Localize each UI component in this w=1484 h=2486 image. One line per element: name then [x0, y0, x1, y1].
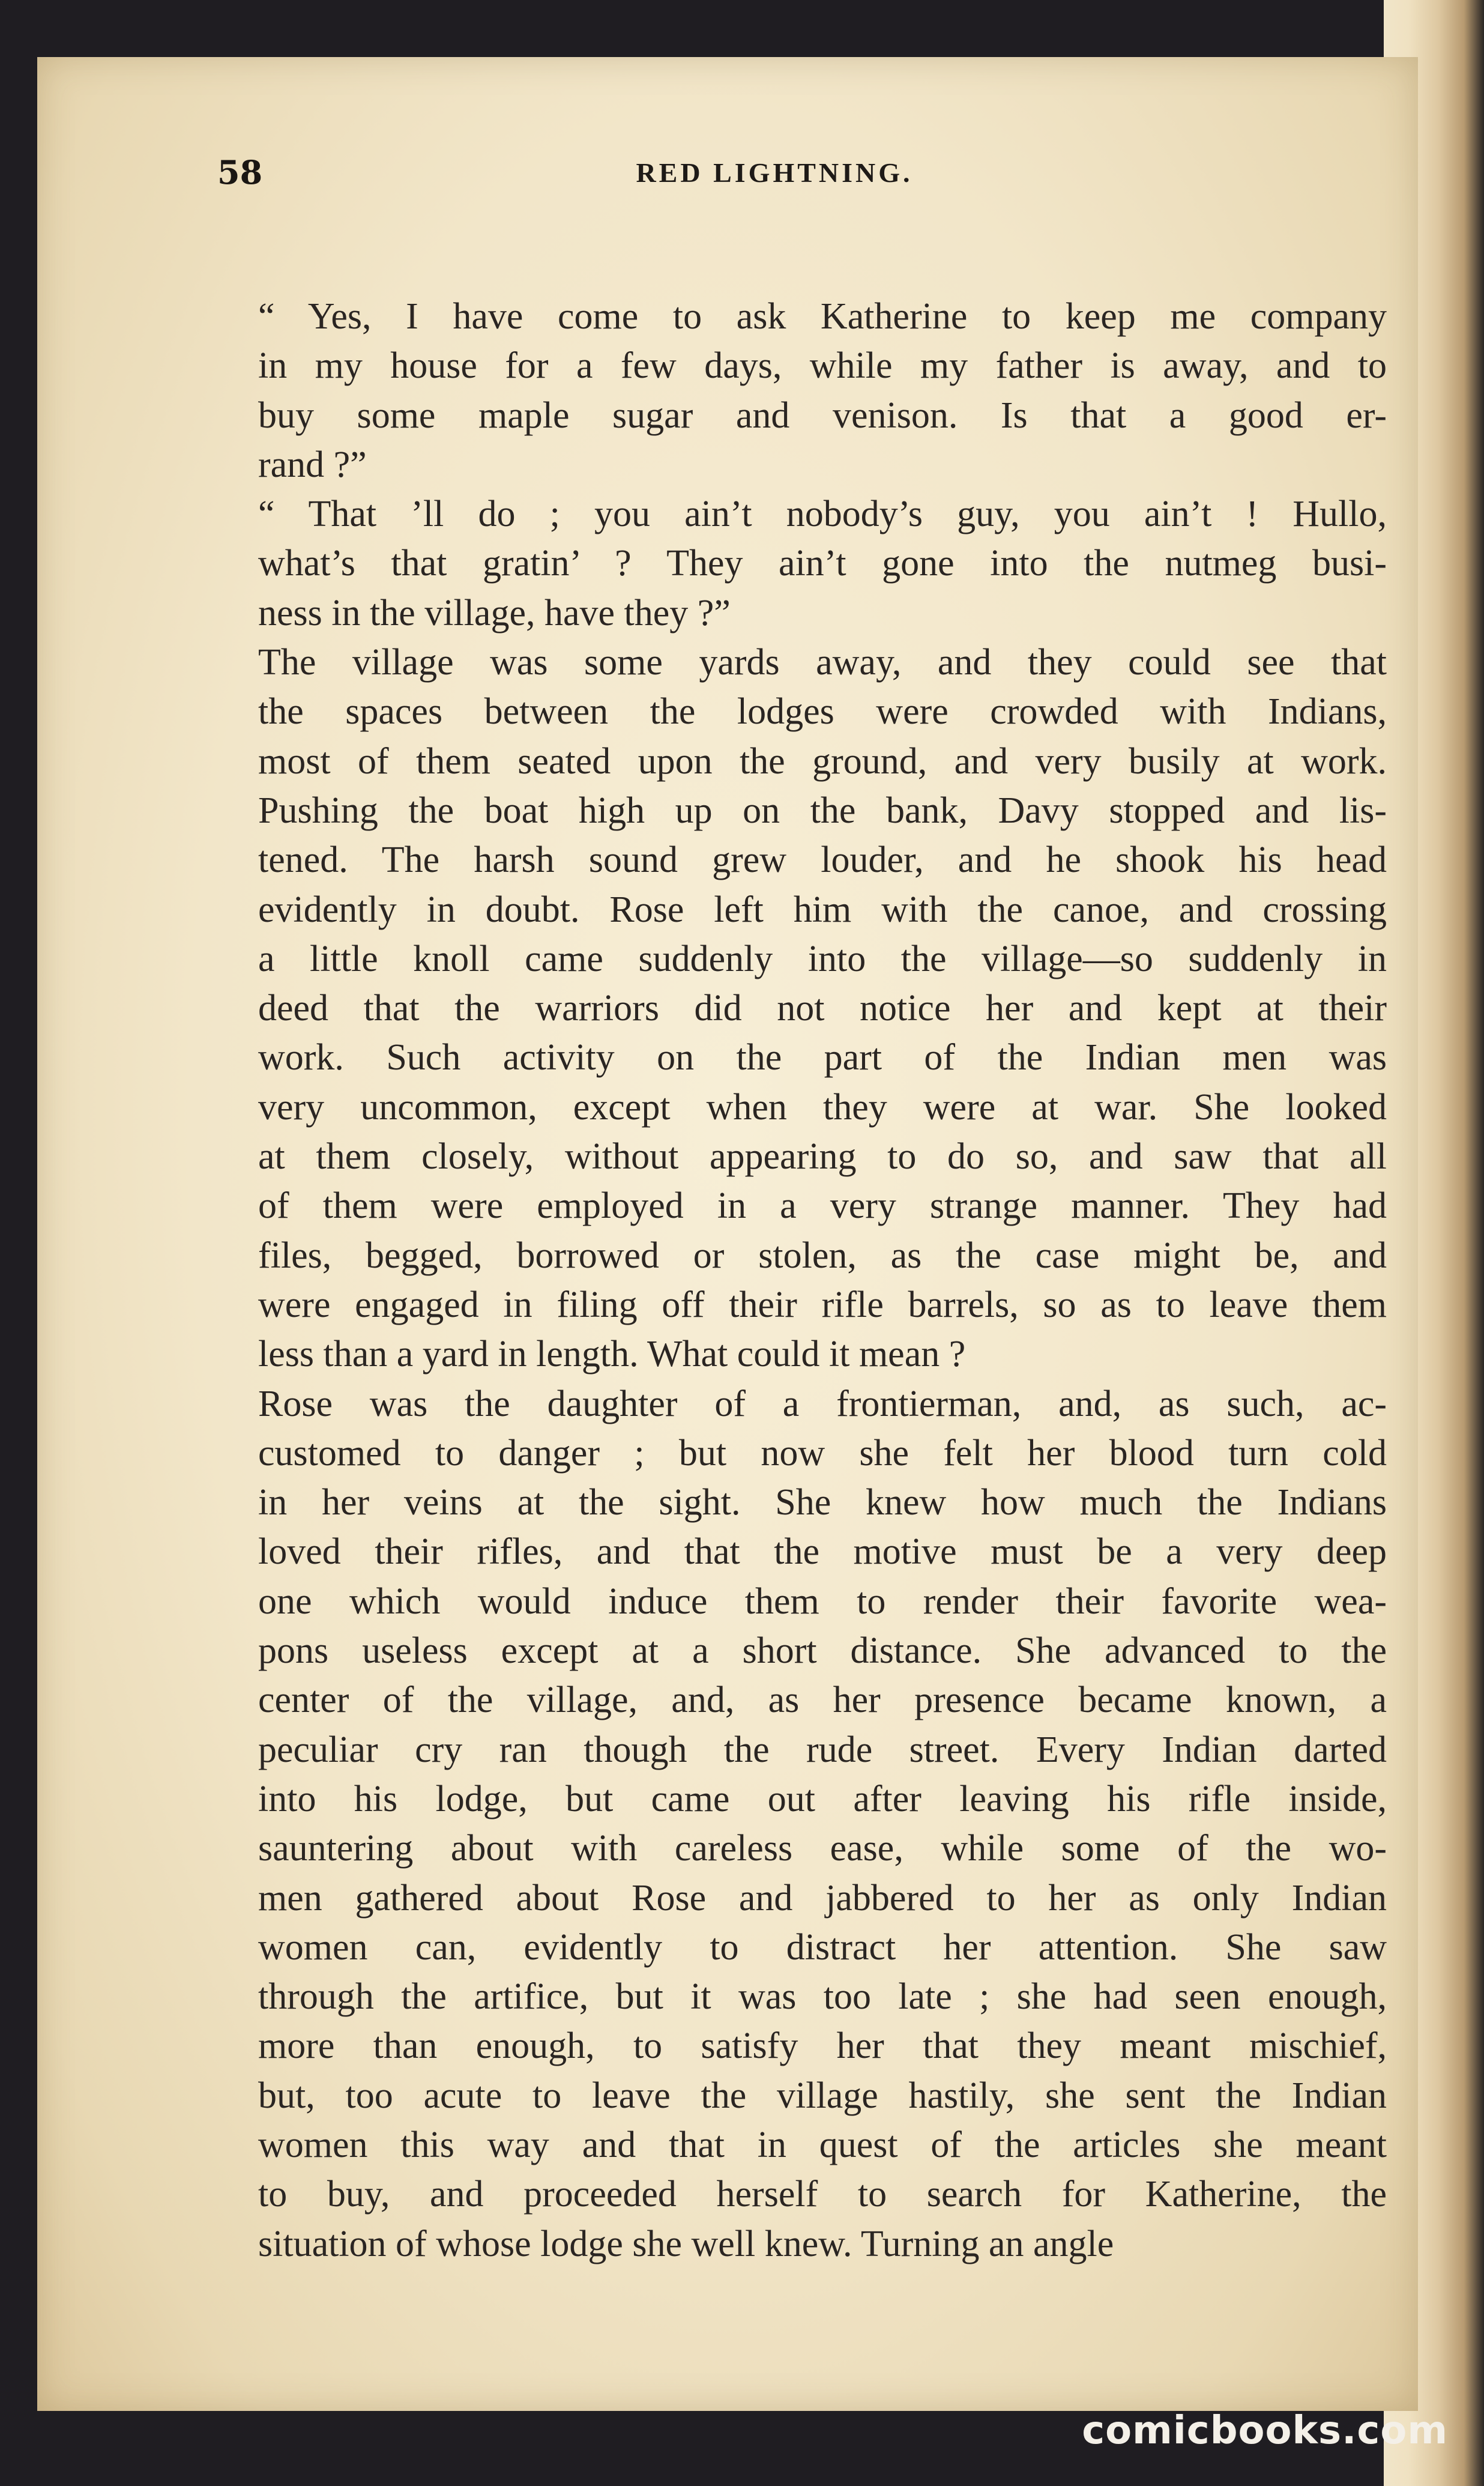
text-line: Pushing the boat high up on the bank, Davy stopped and lis- [258, 790, 1387, 831]
text-line: deed that the warriors did not notice her and kept at their [258, 988, 1387, 1029]
text-line: through the artifice, but it was too late ; she had seen enough, [258, 1976, 1387, 2018]
text-line: more than enough, to satisfy her that they meant mischief, [258, 2025, 1387, 2067]
text-line: rand ?” [258, 444, 367, 485]
text-line: to buy, and proceeded herself to search for Katherine, the [258, 2174, 1387, 2215]
text-line: women can, evidently to distract her attention. She saw [258, 1926, 1387, 1968]
text-line: men gathered about Rose and jabbered to her as only Indian [258, 1877, 1387, 1919]
text-line: the spaces between the lodges were crowded with Indians, [258, 691, 1387, 733]
text-line: into his lodge, but came out after leaving his rifle inside, [258, 1778, 1387, 1819]
text-line: in her veins at the sight. She knew how much the Indians [258, 1482, 1387, 1523]
text-line: most of them seated upon the ground, and very busily at work. [258, 740, 1387, 782]
text-line: files, begged, borrowed or stolen, as the case might be, and [258, 1235, 1387, 1276]
text-line: of them were employed in a very strange manner. They had [258, 1185, 1387, 1227]
text-line: The village was some yards away, and they could see that [258, 642, 1387, 683]
text-line: customed to danger ; but now she felt her blood turn cold [258, 1432, 1387, 1474]
text-line: situation of whose lodge she well knew. Turning an angle [258, 2223, 1114, 2264]
text-line: tened. The harsh sound grew louder, and he shook his head [258, 839, 1387, 881]
text-line: but, too acute to leave the village hastily, she sent the Indian [258, 2075, 1387, 2116]
paragraph [216, 638, 1387, 1379]
text-line: sauntering about with careless ease, while some of the wo- [258, 1828, 1387, 1869]
text-line: in my house for a few days, while my father is away, and to [258, 345, 1387, 387]
running-title: RED LIGHTNING. [636, 157, 913, 188]
watermark: comicbooks.com [1082, 2409, 1448, 2453]
text-line: peculiar cry ran though the rude street. Every Indian darted [258, 1729, 1387, 1770]
text-line: were engaged in filing off their rifle barrels, so as to leave them [258, 1284, 1387, 1325]
text-line: one which would induce them to render their favorite wea- [258, 1580, 1387, 1622]
text-line: “ Yes, I have come to ask Katherine to keep me company [258, 296, 1387, 337]
text-line: a little knoll came suddenly into the village—so suddenly in [258, 938, 1387, 979]
text-line: work. Such activity on the part of the Indian men was [258, 1037, 1387, 1078]
paragraph [216, 292, 1387, 489]
text-line: very uncommon, except when they were at war. She looked [258, 1086, 1387, 1128]
page-number: 58 [217, 153, 263, 192]
paragraph [216, 489, 1387, 638]
text-line: center of the village, and, as her presence became known, a [258, 1680, 1387, 1721]
text-line: less than a yard in length. What could it mean ? [258, 1334, 966, 1375]
text-line: women this way and that in quest of the articles she meant [258, 2124, 1387, 2165]
text-line: Rose was the daughter of a frontierman, and, as such, ac- [258, 1383, 1387, 1424]
text-line: buy some maple sugar and venison. Is that a good er- [258, 395, 1387, 436]
text-line: pons useless except at a short distance. She advanced to the [258, 1630, 1387, 1672]
text-line: evidently in doubt. Rose left him with the canoe, and crossing [258, 889, 1387, 930]
page-body-text [216, 292, 1387, 2269]
text-line: ness in the village, have they ?” [258, 592, 731, 634]
paragraph [216, 1379, 1387, 2269]
text-line: what’s that gratin’ ? They ain’t gone into the nutmeg busi- [258, 543, 1387, 584]
text-line: loved their rifles, and that the motive must be a very deep [258, 1531, 1387, 1573]
text-line: at them closely, without appearing to do so, and saw that all [258, 1136, 1387, 1178]
text-line: “ That ’ll do ; you ain’t nobody’s guy, you ain’t ! Hullo, [258, 494, 1387, 535]
page-header [180, 153, 1369, 201]
